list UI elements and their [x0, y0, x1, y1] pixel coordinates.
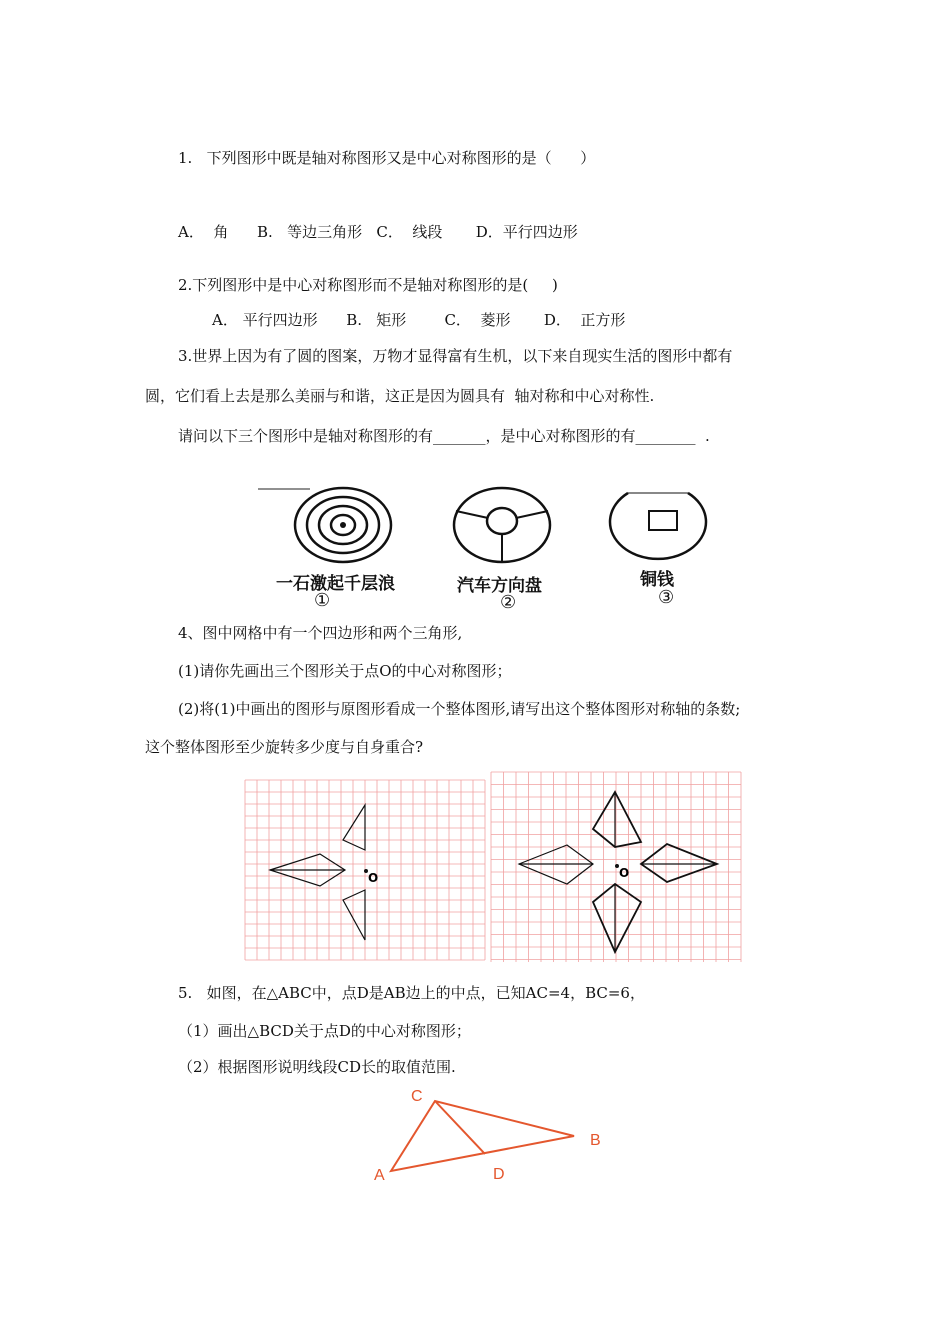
q3-line3: 请问以下三个图形中是轴对称图形的有_______，是中心对称图形的有________ . — [178, 427, 710, 445]
q2-stem: 2.下列图形中是中心对称图形而不是轴对称图形的是( ) — [178, 276, 558, 294]
ripple-figure — [295, 488, 391, 562]
q4-line3: (2)将(1)中画出的图形与原图形看成一个整体图形,请写出这个整体图形对称轴的条数; — [178, 700, 741, 718]
figure3-number: ③ — [658, 587, 675, 608]
q5-line1: 5. 如图，在△ABC中，点D是AB边上的中点，已知AC=4，BC=6， — [178, 984, 645, 1002]
point-o-label: O — [619, 866, 630, 880]
vertex-b-label: B — [590, 1132, 601, 1149]
q4-grid-right — [491, 772, 741, 962]
q4-grid-left — [245, 780, 485, 960]
vertex-a-label: A — [374, 1167, 385, 1184]
q5-line3: （2）根据图形说明线段CD长的取值范围. — [178, 1058, 456, 1076]
coin-figure — [610, 493, 706, 559]
q5-line2: （1）画出△BCD关于点D的中心对称图形； — [178, 1022, 471, 1040]
q1-options: A． 角 B. 等边三角形 C． 线段 D．平行四边形 — [178, 223, 578, 241]
figure3-caption: 铜钱 — [640, 570, 674, 590]
q4-line2: (1)请你先画出三个图形关于点O的中心对称图形； — [178, 662, 512, 680]
q3-line1: 3.世界上因为有了圆的图案，万物才显得富有生机，以下来自现实生活的图形中都有 — [178, 347, 733, 365]
vertex-d-label: D — [493, 1166, 505, 1183]
q4-line1: 4、图中网格中有一个四边形和两个三角形, — [178, 624, 463, 642]
q2-options: A． 平行四边形 B. 矩形 C． 菱形 D． 正方形 — [212, 311, 626, 329]
steering-wheel-figure — [454, 488, 550, 562]
triangle-abc — [0, 1080, 950, 1200]
figure2-number: ② — [500, 592, 517, 613]
q4-line4: 这个整体图形至少旋转多少度与自身重合? — [145, 738, 424, 756]
figure1-number: ① — [314, 590, 331, 611]
vertex-c-label: C — [411, 1088, 423, 1105]
figure2-caption: 汽车方向盘 — [457, 576, 542, 596]
q3-figures — [0, 0, 950, 620]
figure1-caption: 一石激起千层浪 — [276, 574, 395, 594]
q1-stem: 1. 下列图形中既是轴对称图形又是中心对称图形的是（ ） — [178, 149, 596, 167]
q3-line2: 圆，它们看上去是那么美丽与和谐，这正是因为圆具有 轴对称和中心对称性. — [145, 387, 655, 405]
point-o-label: O — [368, 871, 379, 885]
